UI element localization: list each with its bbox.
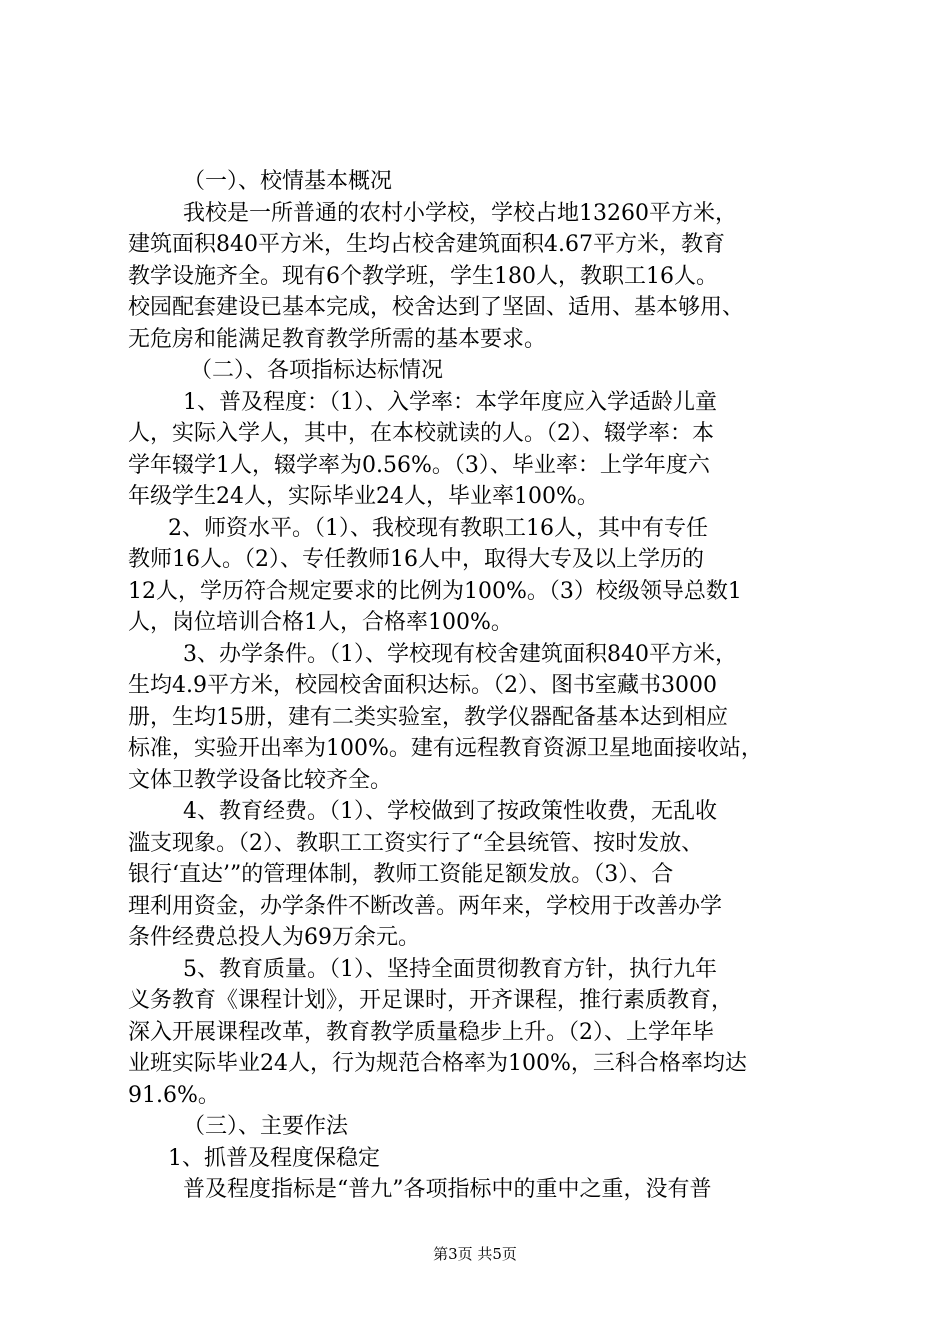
text-line: 教师16人。（2）、专任教师16人中，取得大专及以上学历的 <box>128 547 704 572</box>
text-line: 理利用资金，办学条件不断改善。两年来，学校用于改善办学 <box>128 893 723 919</box>
text-line: 生均4.9平方米，校园校舍面积达标。（2）、图书室藏书3000 <box>128 673 717 698</box>
text-line: 年级学生24人，实际毕业24人，毕业率100%。 <box>128 484 599 509</box>
text-line: （一）、校情基本概况 <box>183 169 393 194</box>
text-line: 滥支现象。（2）、教职工工资实行了“全县统管、按时发放、 <box>128 830 704 856</box>
text-line: （三）、主要作法 <box>183 1114 349 1139</box>
text-line: 2、师资水平。（1）、我校现有教职工16人，其中有专任 <box>168 515 708 541</box>
text-line: 册，生均15册，建有二类实验室，教学仪器配备基本达到相应 <box>128 704 728 730</box>
text-line: 人，实际入学人，其中，在本校就读的人。（2）、辍学率：本 <box>128 421 714 446</box>
text-line: 业班实际毕业24人，行为规范合格率为100%，三科合格率均达 <box>128 1051 747 1076</box>
text-line: 91.6%。 <box>128 1082 220 1108</box>
text-line: 5、教育质量。（1）、坚持全面贯彻教育方针，执行九年 <box>183 956 717 982</box>
text-line: 4、教育经费。（1）、学校做到了按政策性收费，无乱收 <box>183 799 717 824</box>
text-line: 校园配套建设已基本完成，校舍达到了坚固、适用、基本够用、 <box>128 295 745 320</box>
text-line: 我校是一所普通的农村小学校，学校占地13260平方米， <box>183 200 737 226</box>
text-line: 无危房和能满足教育教学所需的基本要求。 <box>128 326 547 352</box>
page-footer: 第3页 共5页 <box>433 1245 517 1263</box>
document-body <box>128 166 828 1206</box>
text-line: 文体卫教学设备比较齐全。 <box>128 767 393 793</box>
text-line: 银行‘直达’”的管理体制，教师工资能足额发放。（3）、合 <box>128 862 674 887</box>
text-line: 义务教育《课程计划》，开足课时，开齐课程，推行素质教育， <box>128 988 734 1013</box>
text-line: 1、抓普及程度保稳定 <box>168 1145 380 1171</box>
text-line: 1、普及程度：（1）、入学率：本学年度应入学适龄儿童 <box>183 389 717 415</box>
text-line: （二）、各项指标达标情况 <box>190 358 444 383</box>
text-line: 深入开展课程改革，教育教学质量稳步上升。（2）、上学年毕 <box>128 1019 714 1045</box>
text-line: 标准，实验开出率为100%。建有远程教育资源卫星地面接收站， <box>128 736 763 761</box>
text-line: 3、办学条件。（1）、学校现有校舍建筑面积840平方米， <box>183 641 737 667</box>
text-line: 人，岗位培训合格1人，合格率100%。 <box>128 610 513 635</box>
text-line: 12人，学历符合规定要求的比例为100%。（3）校级领导总数1 <box>128 578 742 604</box>
text-line: 普及程度指标是“普九”各项指标中的重中之重，没有普 <box>183 1177 712 1202</box>
text-line: 教学设施齐全。现有6个教学班，学生180人，教职工16人。 <box>128 263 718 289</box>
text-line: 学年辍学1人，辍学率为0.56%。（3）、毕业率：上学年度六 <box>128 452 710 478</box>
text-line: 条件经费总投人为69万余元。 <box>128 925 420 950</box>
text-line: 建筑面积840平方米，生均占校舍建筑面积4.67平方米，教育 <box>128 232 725 257</box>
